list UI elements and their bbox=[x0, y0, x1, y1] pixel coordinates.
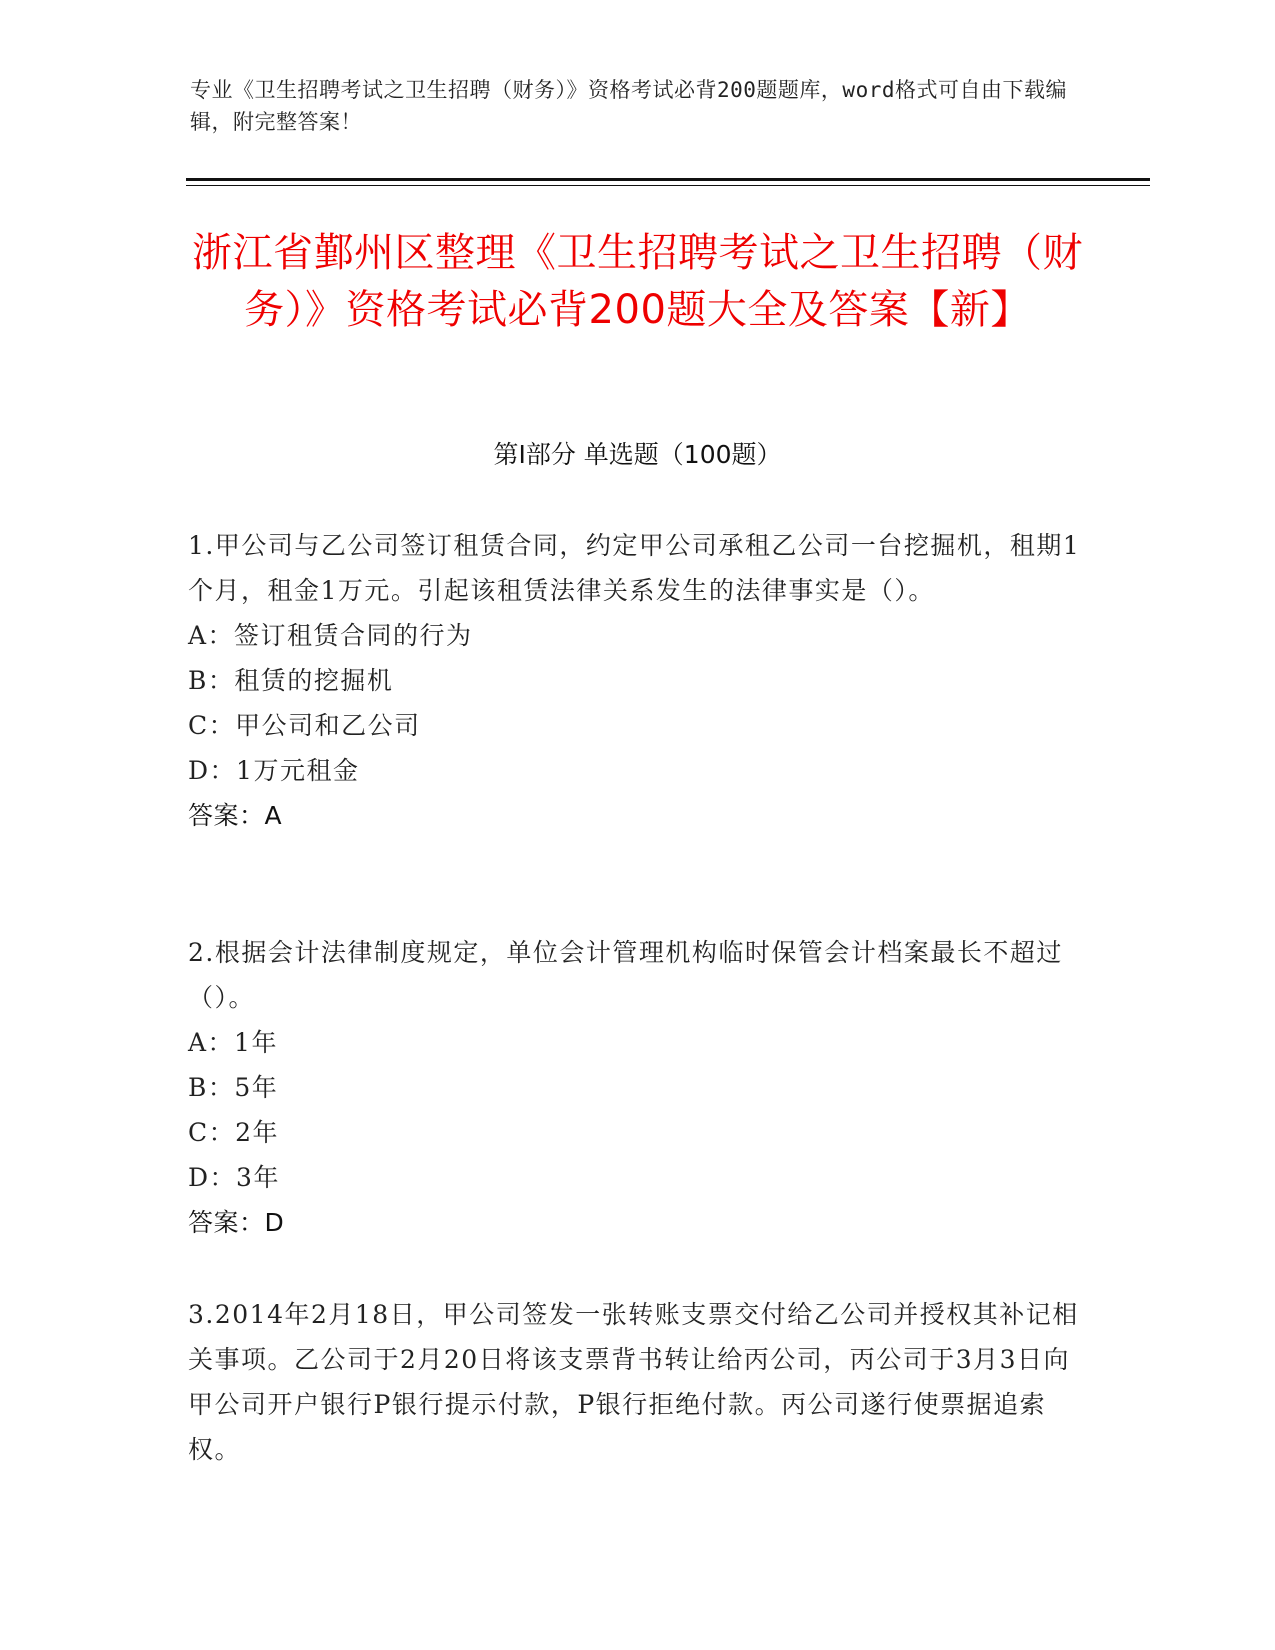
option-b: B：5年 bbox=[188, 1073, 279, 1102]
question-1 bbox=[188, 523, 1088, 838]
option-a: A：签订租赁合同的行为 bbox=[188, 621, 473, 650]
answer: 答案：A bbox=[188, 801, 283, 830]
option-a: A：1年 bbox=[188, 1028, 278, 1057]
answer: 答案：D bbox=[188, 1208, 285, 1237]
question-text: 2.根据会计法律制度规定，单位会计管理机构临时保管会计档案最长不超过（）。 bbox=[188, 938, 1063, 1012]
question-text: 1.甲公司与乙公司签订租赁合同，约定甲公司承租乙公司一台挖掘机，租期1个月，租金1万元。引起该租赁法律关系发生的法律事实是（）。 bbox=[188, 531, 1081, 605]
question-text: 3.2014年2月18日，甲公司签发一张转账支票交付给乙公司并授权其补记相关事项。乙公司于2月20日将该支票背书转让给丙公司，丙公司于3月3日向甲公司开户银行P银行提示付款，P银行拒绝付款。丙公司遂行使票据追索权。 bbox=[188, 1300, 1079, 1464]
header-divider-thin bbox=[186, 185, 1150, 186]
header-divider-thick bbox=[186, 178, 1150, 181]
header-note: 专业《卫生招聘考试之卫生招聘（财务）》资格考试必背200题题库，word格式可自由下载编辑，附完整答案！ bbox=[190, 78, 1067, 134]
section-title: 第Ⅰ部分 单选题（100题） bbox=[493, 440, 782, 469]
option-c: C：甲公司和乙公司 bbox=[188, 711, 421, 740]
document-title: 浙江省鄞州区整理《卫生招聘考试之卫生招聘（财务）》资格考试必背200题大全及答案【新】 bbox=[192, 230, 1083, 333]
option-d: D：3年 bbox=[188, 1163, 280, 1192]
question-3 bbox=[188, 1292, 1088, 1472]
option-d: D：1万元租金 bbox=[188, 756, 360, 785]
option-b: B：租赁的挖掘机 bbox=[188, 666, 394, 695]
question-2 bbox=[188, 930, 1088, 1245]
option-c: C：2年 bbox=[188, 1118, 280, 1147]
